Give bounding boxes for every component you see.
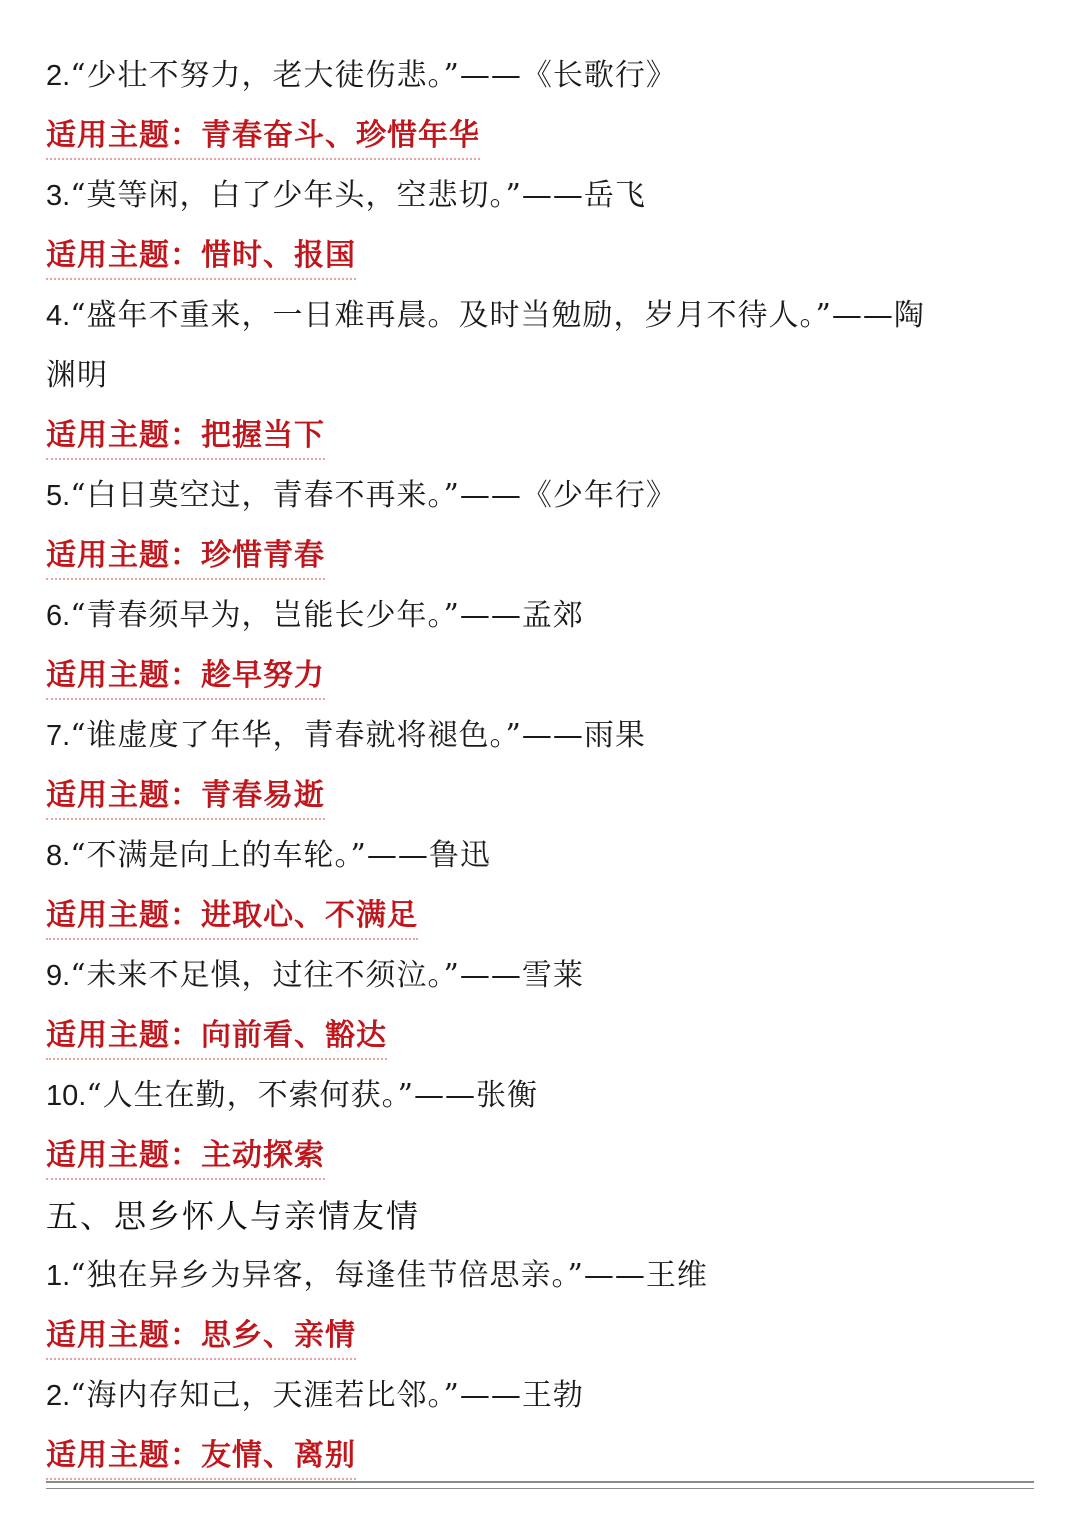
quote-line (46, 946, 1046, 1006)
theme-text: 适用主题：惜时、报国 (46, 234, 356, 280)
theme-line (46, 1426, 1046, 1486)
quote-number: 6. (46, 600, 71, 632)
theme-text: 适用主题：珍惜青春 (46, 534, 325, 580)
quote-number: 10. (46, 1080, 87, 1112)
quote-number: 7. (46, 720, 71, 752)
quote-number: 4. (46, 300, 71, 332)
theme-line (46, 226, 1046, 286)
quote-line (46, 1066, 1046, 1126)
theme-line (46, 646, 1046, 706)
theme-text: 适用主题：思乡、亲情 (46, 1314, 356, 1360)
quote-line (46, 466, 1046, 526)
footer-divider (46, 1481, 1034, 1489)
quote-line (46, 1366, 1046, 1426)
quote-number: 8. (46, 840, 71, 872)
theme-line (46, 1006, 1046, 1066)
quote-line (46, 166, 1046, 226)
quote-line (46, 46, 1046, 106)
quote-number: 5. (46, 480, 71, 512)
quote-text: “不满是向上的车轮。”——鲁迅 (70, 838, 491, 873)
theme-line (46, 106, 1046, 166)
theme-text: 适用主题：把握当下 (46, 414, 325, 460)
quote-text: “盛年不重来，一日难再晨。及时当勉励，岁月不待人。”——陶 (70, 298, 925, 333)
theme-text: 适用主题：主动探索 (46, 1134, 325, 1180)
quote-number: 3. (46, 180, 71, 212)
quote-number: 9. (46, 960, 71, 992)
quote-line (46, 706, 1046, 766)
quote-text: “海内存知己，天涯若比邻。”——王勃 (70, 1378, 584, 1413)
theme-text: 适用主题：青春易逝 (46, 774, 325, 820)
theme-text: 适用主题：友情、离别 (46, 1434, 356, 1480)
theme-text: 适用主题：青春奋斗、珍惜年华 (46, 114, 480, 160)
quote-text: “白日莫空过，青春不再来。”——《少年行》 (70, 478, 677, 513)
quote-text: “未来不足惧，过往不须泣。”——雪莱 (70, 958, 584, 993)
quote-number: 2. (46, 60, 71, 92)
quote-number: 1. (46, 1260, 71, 1292)
section-title: 五、思乡怀人与亲情友情 (46, 1197, 421, 1235)
quote-text: 渊明 (46, 358, 108, 393)
theme-text: 适用主题：向前看、豁达 (46, 1014, 387, 1060)
quote-line (46, 586, 1046, 646)
section-heading (46, 1186, 1046, 1246)
quote-line (46, 286, 1046, 346)
quote-text: “谁虚度了年华，青春就将褪色。”——雨果 (70, 718, 646, 753)
theme-line (46, 886, 1046, 946)
quote-text: “少壮不努力，老大徒伤悲。”——《长歌行》 (70, 58, 677, 93)
theme-text: 适用主题：趁早努力 (46, 654, 325, 700)
quote-line (46, 826, 1046, 886)
theme-line (46, 1126, 1046, 1186)
quote-text: “莫等闲，白了少年头，空悲切。”——岳飞 (70, 178, 646, 213)
quote-text: “人生在勤，不索何获。”——张衡 (86, 1078, 539, 1113)
quote-text: “青春须早为，岂能长少年。”——孟郊 (70, 598, 584, 633)
theme-line (46, 766, 1046, 826)
quote-line-continuation (46, 346, 1046, 406)
quote-number: 2. (46, 1380, 71, 1412)
theme-line (46, 406, 1046, 466)
theme-line (46, 526, 1046, 586)
theme-line (46, 1306, 1046, 1366)
quote-line (46, 1246, 1046, 1306)
quote-text: “独在异乡为异客，每逢佳节倍思亲。”——王维 (70, 1258, 708, 1293)
theme-text: 适用主题：进取心、不满足 (46, 894, 418, 940)
